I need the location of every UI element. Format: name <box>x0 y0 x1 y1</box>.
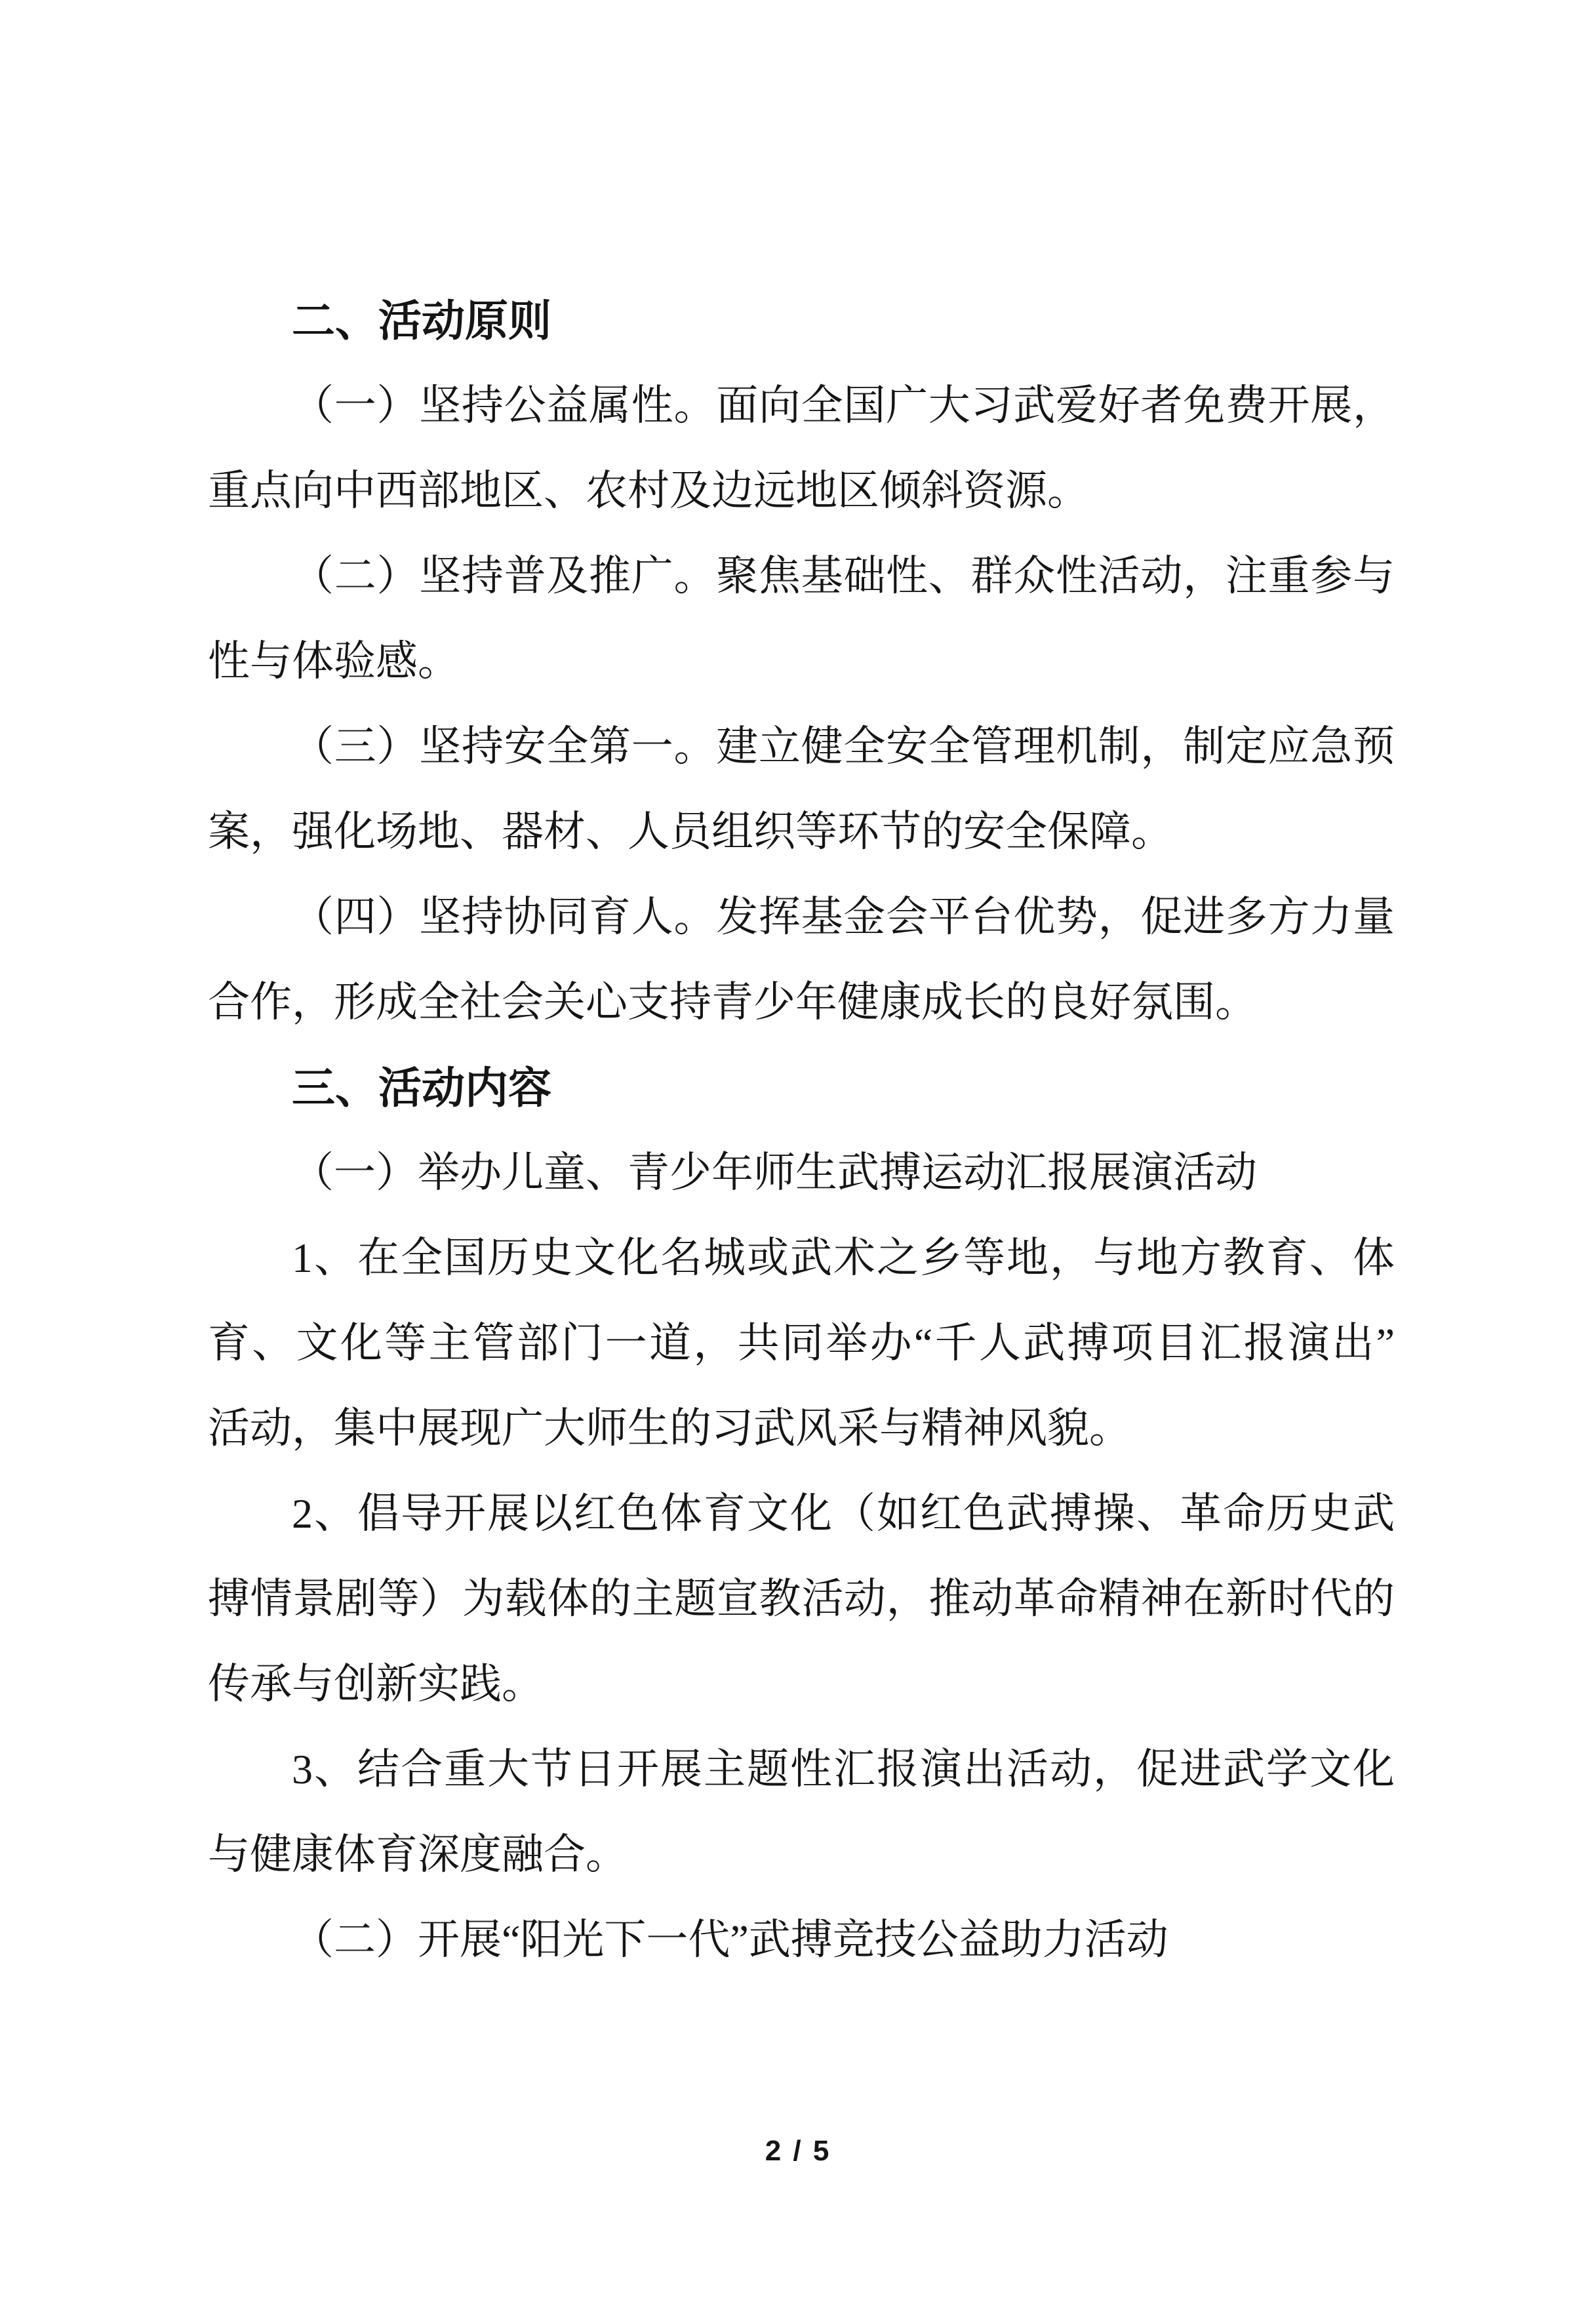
body-line: 性与体验感。 <box>208 638 460 684</box>
body-line: 重点向中西部地区、农村及边远地区倾斜资源。 <box>208 467 1089 514</box>
body-line: 案，强化场地、器材、人员组织等环节的安全保障。 <box>208 808 1173 855</box>
body-line: （二）坚持普及推广。聚焦基础性、群众性活动，注重参与 <box>292 553 1395 599</box>
page-number: 2 / 5 <box>765 2135 831 2167</box>
body-line: 搏情景剧等）为载体的主题宣教活动，推动革命精神在新时代的 <box>208 1576 1395 1622</box>
section-heading-principles: 二、活动原则 <box>292 296 551 345</box>
body-line: 活动，集中展现广大师生的习武风采与精神风貌。 <box>208 1405 1131 1452</box>
body-line: 与健康体育深度融合。 <box>208 1831 628 1878</box>
body-line: 合作，形成全社会关心支持青少年健康成长的良好氛围。 <box>208 979 1257 1025</box>
body-line: 传承与创新实践。 <box>208 1661 544 1707</box>
section-heading-content: 三、活动内容 <box>292 1063 551 1112</box>
body-line: 育、文化等主管部门一道，共同举办“千人武搏项目汇报演出” <box>208 1320 1395 1366</box>
body-line: 1、在全国历史文化名城或武术之乡等地，与地方教育、体 <box>292 1235 1395 1281</box>
body-line: 3、结合重大节日开展主题性汇报演出活动，促进武学文化 <box>292 1746 1395 1793</box>
body-line: 2、倡导开展以红色体育文化（如红色武搏操、革命历史武 <box>292 1490 1395 1537</box>
body-line: （一）坚持公益属性。面向全国广大习武爱好者免费开展， <box>292 382 1395 429</box>
body-line: （三）坚持安全第一。建立健全安全管理机制，制定应急预 <box>292 723 1395 770</box>
subsection-heading-sunshine: （二）开展“阳光下一代”武搏竞技公益助力活动 <box>292 1916 1168 1963</box>
document-body <box>208 278 1395 1983</box>
subsection-heading-showcase: （一）举办儿童、青少年师生武搏运动汇报展演活动 <box>292 1149 1257 1196</box>
body-line: （四）坚持协同育人。发挥基金会平台优势，促进多方力量 <box>292 894 1395 940</box>
